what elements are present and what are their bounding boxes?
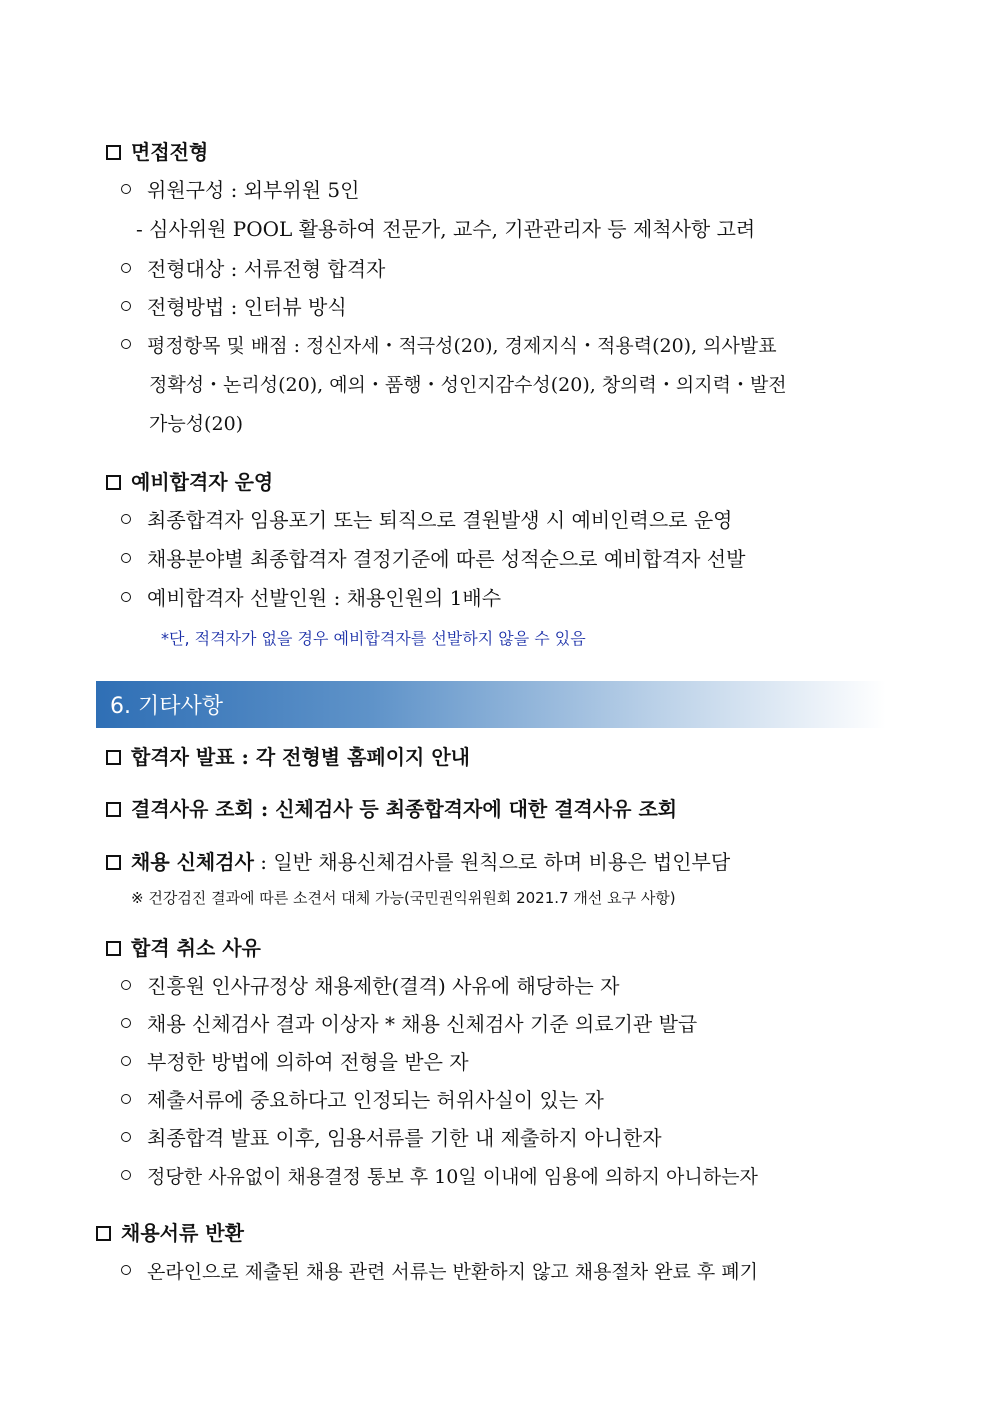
list-item: 최종합격자 임용포기 또는 퇴직으로 결원발생 시 예비인력으로 운영 (121, 507, 732, 533)
list-item: 예비합격자 선발인원 : 채용인원의 1배수 (121, 585, 501, 611)
cancel-heading: 합격 취소 사유 (106, 935, 261, 961)
bullet-circle-icon (121, 263, 131, 273)
bullet-circle-icon (121, 1132, 131, 1142)
checkbox-square-icon (106, 855, 121, 870)
checkbox-square-icon (106, 750, 121, 765)
section-title: 6. 기타사항 (110, 694, 223, 719)
bullet-circle-icon (121, 1094, 131, 1104)
disqual-item: 결격사유 조회 : 신체검사 등 최종합격자에 대한 결격사유 조회 (106, 796, 677, 822)
bullet-circle-icon (121, 553, 131, 563)
list-item-continued: 가능성(20) (149, 413, 244, 435)
bullet-circle-icon (121, 514, 131, 524)
list-item: 전형방법 : 인터뷰 방식 (121, 294, 347, 320)
list-item-continued: 정확성・논리성(20), 예의・품행・성인지감수성(20), 창의력・의지력・발전 (149, 374, 787, 396)
list-item: 채용분야별 최종합격자 결정기준에 따른 성적순으로 예비합격자 선발 (121, 546, 745, 572)
bullet-circle-icon (121, 1170, 131, 1180)
list-item: - 심사위원 POOL 활용하여 전문가, 교수, 기관관리자 등 제척사항 고려 (136, 217, 756, 241)
list-item: 부정한 방법에 의하여 전형을 받은 자 (121, 1049, 469, 1075)
announce-item: 합격자 발표 : 각 전형별 홈페이지 안내 (106, 744, 470, 770)
checkbox-square-icon (106, 802, 121, 817)
bullet-circle-icon (121, 184, 131, 194)
bullet-circle-icon (121, 592, 131, 602)
list-item: 평정항목 및 배점 : 정신자세・적극성(20), 경제지식・적용력(20), 의사발표 (121, 333, 777, 359)
list-item: 전형대상 : 서류전형 합격자 (121, 256, 385, 282)
section-banner (96, 681, 886, 728)
list-item: 진흥원 인사규정상 채용제한(결격) 사유에 해당하는 자 (121, 973, 619, 999)
checkbox-square-icon (96, 1226, 111, 1241)
bullet-circle-icon (121, 339, 131, 349)
bullet-circle-icon (121, 301, 131, 311)
bullet-circle-icon (121, 1018, 131, 1028)
bullet-circle-icon (121, 980, 131, 990)
list-item: 최종합격 발표 이후, 임용서류를 기한 내 제출하지 아니한자 (121, 1125, 662, 1151)
bullet-circle-icon (121, 1265, 131, 1275)
interview-heading: 면접전형 (106, 139, 208, 165)
list-item: 정당한 사유없이 채용결정 통보 후 10일 이내에 임용에 의하지 아니하는자 (121, 1164, 758, 1190)
physical-item: 채용 신체검사 : 일반 채용신체검사를 원칙으로 하며 비용은 법인부담 (106, 849, 730, 875)
checkbox-square-icon (106, 475, 121, 490)
checkbox-square-icon (106, 941, 121, 956)
list-item: 온라인으로 제출된 채용 관련 서류는 반환하지 않고 채용절차 완료 후 폐기 (121, 1259, 758, 1285)
return-heading: 채용서류 반환 (96, 1220, 244, 1246)
list-item: 위원구성 : 외부위원 5인 (121, 177, 359, 203)
reserve-heading: 예비합격자 운영 (106, 469, 273, 495)
reserve-note: *단, 적격자가 없을 경우 예비합격자를 선발하지 않을 수 있음 (161, 629, 586, 648)
list-item: 제출서류에 중요하다고 인정되는 허위사실이 있는 자 (121, 1087, 604, 1113)
checkbox-square-icon (106, 145, 121, 160)
list-item: 채용 신체검사 결과 이상자 * 채용 신체검사 기준 의료기관 발급 (121, 1011, 697, 1037)
bullet-circle-icon (121, 1056, 131, 1066)
physical-note: ※ 건강검진 결과에 따른 소견서 대체 가능(국민권익위원회 2021.7 개선 요구 사항) (131, 889, 676, 907)
